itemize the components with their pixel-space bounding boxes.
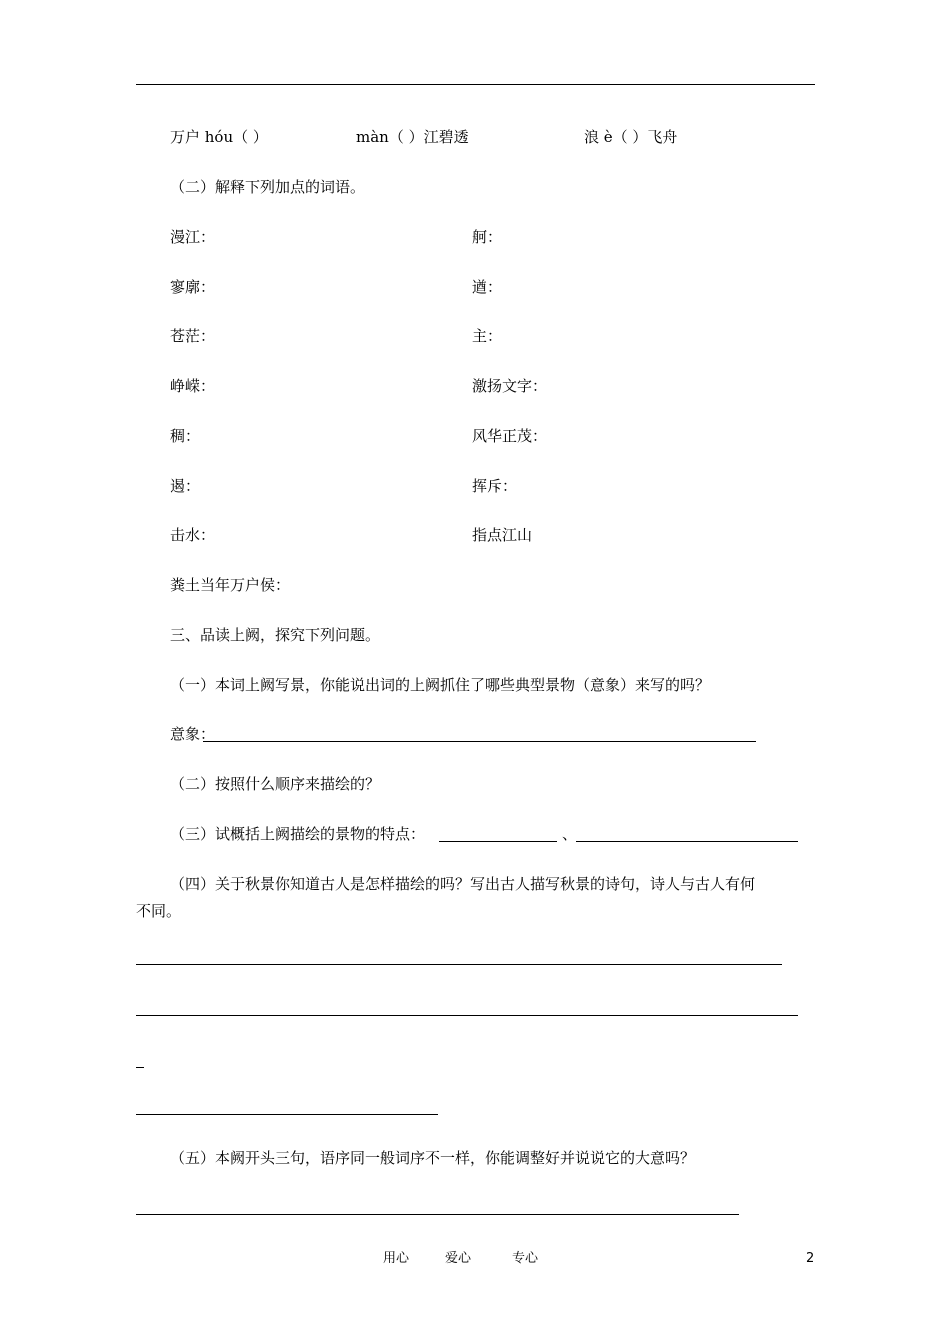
vocab-left: 遏： xyxy=(170,477,201,495)
vocab-left: 寥廓： xyxy=(170,278,216,296)
vocab-right: 指点江山 xyxy=(472,526,533,544)
question-5: （五）本阙开头三句，语序同一般词序不一样，你能调整好并说说它的大意吗？ xyxy=(170,1149,696,1167)
vocab-right: 遒： xyxy=(472,278,503,296)
vocab-right: 风华正茂： xyxy=(472,427,548,445)
question-3 xyxy=(170,824,425,844)
vocab-left: 苍茫： xyxy=(170,327,216,345)
vocab-left: 漫江： xyxy=(170,228,216,246)
question-1: （一）本词上阙写景，你能说出词的上阙抓住了哪些典型景物（意象）来写的吗？ xyxy=(170,676,711,694)
question-1-label: 意象： xyxy=(170,725,216,743)
footer-text-1: 用心 xyxy=(383,1251,410,1266)
answer-line[interactable] xyxy=(439,841,557,842)
question-2: （二）按照什么顺序来描绘的？ xyxy=(170,775,381,793)
answer-line[interactable] xyxy=(136,964,782,965)
footer-text-3: 专心 xyxy=(512,1251,539,1266)
question-3-separator: 、 xyxy=(562,825,578,843)
pinyin-item-e: 浪 è（ ）飞舟 xyxy=(584,128,678,146)
vocab-right: 挥斥： xyxy=(472,477,518,495)
vocab-left: 击水： xyxy=(170,526,216,544)
vocab-left: 稠： xyxy=(170,427,201,445)
pinyin-item-man: màn（ ）江碧透 xyxy=(356,128,469,146)
question-4-line-2: 不同。 xyxy=(136,902,182,920)
page-number: 2 xyxy=(806,1251,815,1266)
answer-line[interactable] xyxy=(136,1015,798,1016)
answer-line[interactable] xyxy=(576,841,798,842)
answer-line[interactable] xyxy=(136,1214,739,1215)
vocab-right: 激扬文字： xyxy=(472,377,548,395)
question-4-line-1: （四）关于秋景你知道古人是怎样描绘的吗？写出古人描写秋景的诗句，诗人与古人有何 xyxy=(170,875,756,893)
pinyin-item-hou: 万户 hóu（ ） xyxy=(170,128,268,146)
section-3-title: 三、品读上阙，探究下列问题。 xyxy=(170,626,381,644)
answer-line-short[interactable] xyxy=(136,1067,144,1068)
answer-line[interactable] xyxy=(203,741,756,742)
question-3-text: （三）试概括上阙描绘的景物的特点： xyxy=(170,825,426,843)
vocab-last: 粪土当年万户侯： xyxy=(170,576,291,594)
answer-line[interactable] xyxy=(136,1114,438,1115)
vocab-right: 舸： xyxy=(472,228,503,246)
vocab-right: 主： xyxy=(472,327,503,345)
footer-text-2: 爱心 xyxy=(445,1251,472,1266)
section-2-title: （二）解释下列加点的词语。 xyxy=(170,178,366,196)
vocab-left: 峥嵘： xyxy=(170,377,216,395)
header-rule xyxy=(136,84,815,85)
